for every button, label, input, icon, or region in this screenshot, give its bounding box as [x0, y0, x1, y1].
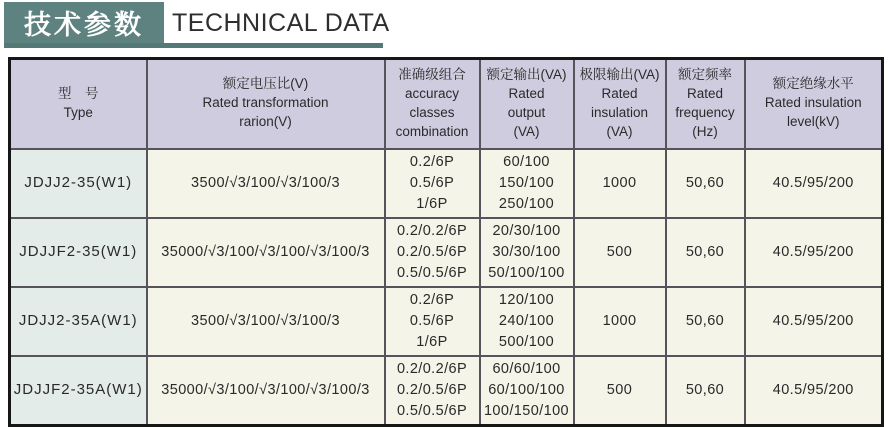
page-title-zh: 技术参数 — [24, 10, 144, 40]
accuracy-cell: 0.2/6P 0.5/6P 1/6P — [385, 149, 480, 218]
output-cell: 60/100 150/100 250/100 — [480, 149, 574, 218]
ratio-cell: 3500/√3/100/√3/100/3 — [147, 149, 385, 218]
col-header-frequency: 额定频率 Rated frequency (Hz) — [666, 59, 745, 149]
table-row — [10, 149, 883, 218]
ratio-cell: 35000/√3/100/√3/100/√3/100/3 — [147, 218, 385, 287]
table-row — [10, 218, 883, 287]
col-header-type: 型 号 Type — [10, 59, 147, 149]
table-row — [10, 287, 883, 356]
level-cell: 40.5/95/200 — [745, 218, 883, 287]
title-underline — [4, 43, 383, 48]
insulation-cell: 1000 — [574, 149, 666, 218]
insulation-cell: 500 — [574, 356, 666, 426]
table-row — [10, 356, 883, 426]
accuracy-cell: 0.2/0.2/6P 0.2/0.5/6P 0.5/0.5/6P — [385, 356, 480, 426]
type-cell: JDJJF2-35A(W1) — [10, 356, 147, 426]
insulation-cell: 1000 — [574, 287, 666, 356]
frequency-cell: 50,60 — [666, 287, 745, 356]
page-title-en: TECHNICAL DATA — [172, 9, 390, 37]
frequency-cell: 50,60 — [666, 356, 745, 426]
frequency-cell: 50,60 — [666, 218, 745, 287]
ratio-cell: 35000/√3/100/√3/100/√3/100/3 — [147, 356, 385, 426]
output-cell: 60/60/100 60/100/100 100/150/100 — [480, 356, 574, 426]
level-cell: 40.5/95/200 — [745, 149, 883, 218]
header-row — [10, 59, 883, 149]
title-banner — [4, 2, 164, 43]
output-cell: 20/30/100 30/30/100 50/100/100 — [480, 218, 574, 287]
insulation-cell: 500 — [574, 218, 666, 287]
col-header-accuracy: 准确级组合 accuracy classes combination — [385, 59, 480, 149]
col-header-ratio: 额定电压比(V) Rated transformation rarion(V) — [147, 59, 385, 149]
type-cell: JDJJ2-35A(W1) — [10, 287, 147, 356]
level-cell: 40.5/95/200 — [745, 287, 883, 356]
accuracy-cell: 0.2/6P 0.5/6P 1/6P — [385, 287, 480, 356]
col-header-output: 额定输出(VA) Rated output (VA) — [480, 59, 574, 149]
col-header-level: 额定绝缘水平 Rated insulation level(kV) — [745, 59, 883, 149]
frequency-cell: 50,60 — [666, 149, 745, 218]
level-cell: 40.5/95/200 — [745, 356, 883, 426]
technical-data-table — [8, 57, 884, 427]
type-cell: JDJJF2-35(W1) — [10, 218, 147, 287]
type-cell: JDJJ2-35(W1) — [10, 149, 147, 218]
accuracy-cell: 0.2/0.2/6P 0.2/0.5/6P 0.5/0.5/6P — [385, 218, 480, 287]
output-cell: 120/100 240/100 500/100 — [480, 287, 574, 356]
ratio-cell: 3500/√3/100/√3/100/3 — [147, 287, 385, 356]
col-header-insulation: 极限输出(VA) Rated insulation (VA) — [574, 59, 666, 149]
